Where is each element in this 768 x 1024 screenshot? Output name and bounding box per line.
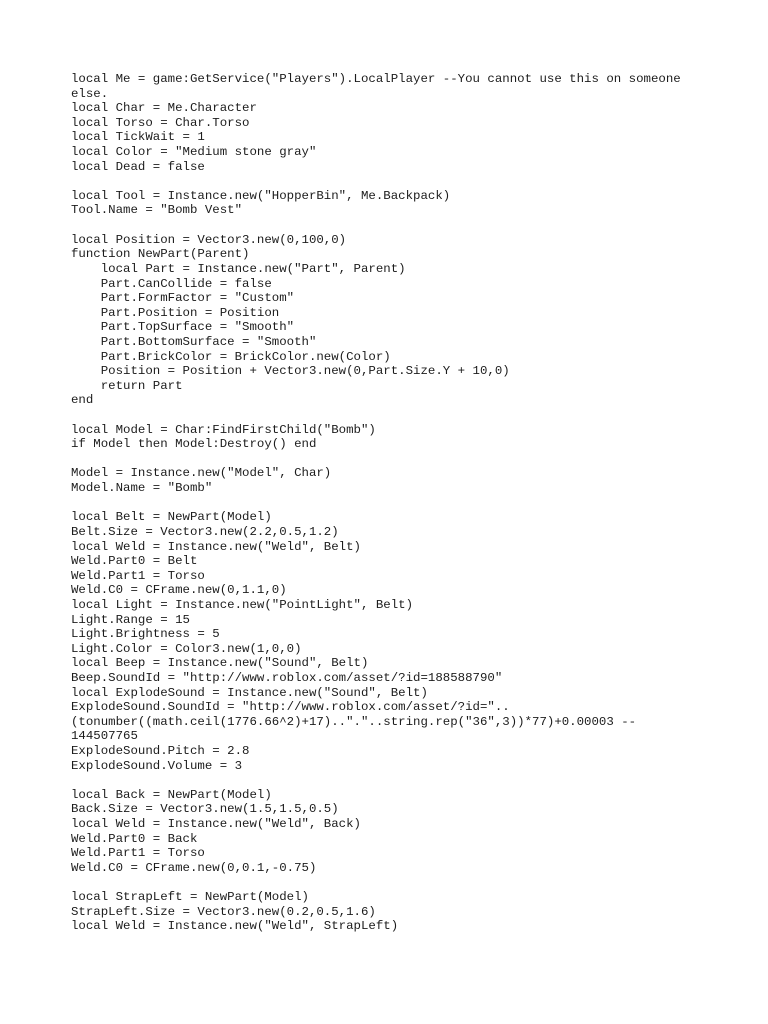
code-line: Part.BottomSurface = "Smooth" bbox=[71, 334, 317, 349]
code-line: Model = Instance.new("Model", Char) bbox=[71, 466, 332, 481]
code-line: local Color = "Medium stone gray" bbox=[71, 145, 317, 160]
code-line: Part.FormFactor = "Custom" bbox=[71, 291, 295, 306]
code-line: local Position = Vector3.new(0,100,0) bbox=[71, 232, 347, 247]
code-line: local Tool = Instance.new("HopperBin", Me.Backpack) bbox=[71, 188, 451, 203]
code-line: (tonumber((math.ceil(1776.66^2)+17).."."..string.rep("36",3))*77)+0.00003 -- bbox=[71, 714, 637, 729]
code-line: local ExplodeSound = Instance.new("Sound", Belt) bbox=[71, 685, 428, 700]
code-line: 144507765 bbox=[71, 729, 138, 744]
code-line: local StrapLeft = NewPart(Model) bbox=[71, 890, 309, 905]
code-line: ExplodeSound.Pitch = 2.8 bbox=[71, 744, 250, 759]
code-line: Belt.Size = Vector3.new(2.2,0.5,1.2) bbox=[71, 524, 339, 539]
code-line bbox=[71, 876, 711, 891]
code-line bbox=[71, 496, 711, 511]
code-line: local Dead = false bbox=[71, 159, 205, 174]
code-line: Beep.SoundId = "http://www.roblox.com/asset/?id=188588790" bbox=[71, 670, 503, 685]
code-line: Weld.Part0 = Belt bbox=[71, 554, 198, 569]
code-line: Part.TopSurface = "Smooth" bbox=[71, 320, 295, 335]
code-line: Light.Color = Color3.new(1,0,0) bbox=[71, 641, 302, 656]
code-line: Part.BrickColor = BrickColor.new(Color) bbox=[71, 349, 391, 364]
code-line: local TickWait = 1 bbox=[71, 130, 205, 145]
code-line: Tool.Name = "Bomb Vest" bbox=[71, 203, 243, 218]
code-line: Weld.Part0 = Back bbox=[71, 831, 198, 846]
code-line: return Part bbox=[71, 378, 183, 393]
code-line bbox=[71, 174, 711, 189]
code-line: local Me = game:GetService("Players").LocalPlayer --You cannot use this on someone bbox=[71, 72, 681, 86]
code-line: Position = Position + Vector3.new(0,Part.Size.Y + 10,0) bbox=[71, 364, 510, 379]
code-line: local Light = Instance.new("PointLight", Belt) bbox=[71, 597, 414, 612]
code-line: Light.Brightness = 5 bbox=[71, 627, 220, 642]
code-line: local Part = Instance.new("Part", Parent) bbox=[71, 261, 406, 276]
code-line bbox=[71, 218, 711, 233]
code-line: else. bbox=[71, 86, 109, 101]
code-line: Back.Size = Vector3.new(1.5,1.5,0.5) bbox=[71, 802, 339, 817]
code-line: Light.Range = 15 bbox=[71, 612, 190, 627]
code-line: local Char = Me.Character bbox=[71, 101, 257, 116]
code-line: StrapLeft.Size = Vector3.new(0.2,0.5,1.6) bbox=[71, 904, 376, 919]
code-line: local Model = Char:FindFirstChild("Bomb") bbox=[71, 422, 376, 437]
code-line: ExplodeSound.SoundId = "http://www.roblox.com/asset/?id=".. bbox=[71, 700, 510, 715]
code-line: local Torso = Char.Torso bbox=[71, 115, 250, 130]
code-line: Model.Name = "Bomb" bbox=[71, 481, 213, 496]
code-line bbox=[71, 773, 711, 788]
code-line: Part.CanCollide = false bbox=[71, 276, 272, 291]
code-line: Weld.Part1 = Torso bbox=[71, 568, 205, 583]
code-line bbox=[71, 408, 711, 423]
code-line: local Belt = NewPart(Model) bbox=[71, 510, 272, 525]
code-line: if Model then Model:Destroy() end bbox=[71, 437, 317, 452]
code-block bbox=[71, 72, 711, 934]
code-line bbox=[71, 452, 711, 467]
code-line: Part.Position = Position bbox=[71, 305, 280, 320]
code-line: function NewPart(Parent) bbox=[71, 247, 250, 262]
code-line: Weld.C0 = CFrame.new(0,1.1,0) bbox=[71, 583, 287, 598]
code-line: local Beep = Instance.new("Sound", Belt) bbox=[71, 656, 369, 671]
code-line: local Weld = Instance.new("Weld", Belt) bbox=[71, 539, 361, 554]
code-line: local Weld = Instance.new("Weld", Back) bbox=[71, 817, 361, 832]
code-line: end bbox=[71, 393, 94, 408]
code-line: local Weld = Instance.new("Weld", StrapLeft) bbox=[71, 919, 399, 934]
code-line: ExplodeSound.Volume = 3 bbox=[71, 758, 243, 773]
code-line: Weld.C0 = CFrame.new(0,0.1,-0.75) bbox=[71, 860, 317, 875]
code-line: Weld.Part1 = Torso bbox=[71, 846, 205, 861]
code-line: local Back = NewPart(Model) bbox=[71, 787, 272, 802]
